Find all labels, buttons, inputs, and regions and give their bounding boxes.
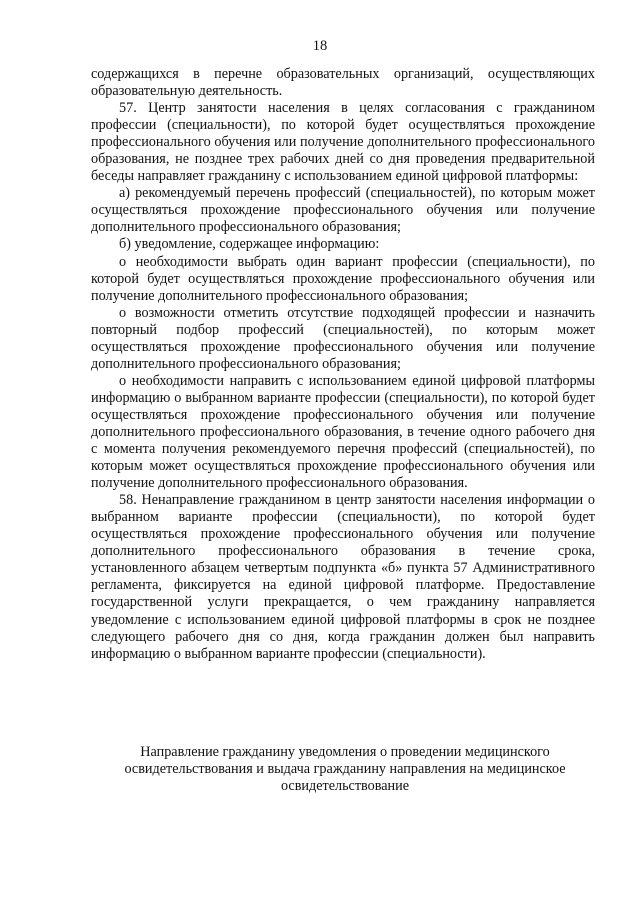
paragraph-58: 58. Ненаправление гражданином в центр занятости населения информации о выбранном варианте профессии (специальности), по которой будет осуществляться прохождение профессионального обучения или получение дополнительного профессионального образования в течение срока, установленного абзацем четвертым подпункта «б» пункта 57 Административного регламента, фиксируется на единой цифровой платформе. Предоставление государственной услуги прекращается, о чем гражданину направляется уведомление с использованием единой цифровой платформы в срок не позднее следующего рабочего дня со дня, когда гражданин должен был направить информацию о выбранном варианте профессии (специальности). bbox=[91, 492, 595, 662]
document-body bbox=[91, 66, 595, 663]
paragraph-57-b-item-2: о возможности отметить отсутствие подходящей профессии и назначить повторный подбор профессий (специальностей), по которым может осуществляться прохождение профессионального обучения или получение дополнительного профессионального образования; bbox=[91, 304, 595, 372]
page-number: 18 bbox=[312, 38, 328, 54]
paragraph-57-b: б) уведомление, содержащее информацию: bbox=[119, 236, 380, 253]
paragraph-continuation: содержащихся в перечне образовательных организаций, осуществляющих образовательную деятельность. bbox=[91, 66, 595, 100]
paragraph-57-b-item-3: о необходимости направить с использованием единой цифровой платформы информацию о выбранном варианте профессии (специальности), по которой будет осуществляться прохождение профессионального обучения или получение дополнительного профессионального образования, в течение одного рабочего дня с момента получения рекомендуемого перечня профессий (специальностей), по которым может осуществляться прохождение профессионального обучения или получение дополнительного профессионального образования. bbox=[91, 372, 595, 492]
section-heading: Направление гражданину уведомления о проведении медицинского освидетельствования и выдача гражданину направления на медицинское освидетельствование bbox=[124, 744, 566, 795]
paragraph-57: 57. Центр занятости населения в целях согласования с гражданином профессии (специальности), по которой будет осуществляться прохождение профессионального обучения или получение дополнительного профессионального образования, не позднее трех рабочих дней со дня проведения предварительной беседы направляет гражданину с использованием единой цифровой платформы: bbox=[91, 100, 595, 185]
paragraph-57-b-item-1: о необходимости выбрать один вариант профессии (специальности), по которой будет осуществляться прохождение профессионального обучения или получение дополнительного профессионального образования; bbox=[91, 253, 595, 304]
paragraph-57-a: а) рекомендуемый перечень профессий (специальностей), по которым может осуществляться прохождение профессионального обучения или получение дополнительного профессионального образования; bbox=[91, 185, 595, 236]
